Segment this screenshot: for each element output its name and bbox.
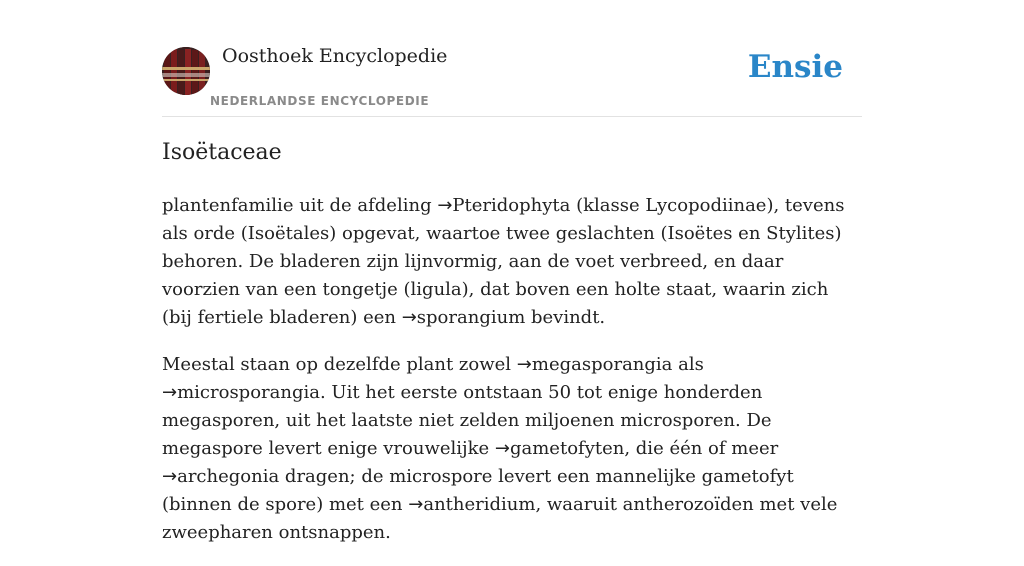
text-span: bevindt. [525, 307, 606, 328]
arrow-icon: → [401, 307, 417, 328]
xref-link-sporangium[interactable] [402, 307, 526, 328]
text-span: Meestal staan op dezelfde plant zowel [162, 354, 517, 375]
xref-label: microsporangia [177, 382, 320, 403]
xref-label: gametofyten [509, 438, 625, 459]
page [162, 0, 862, 543]
entry-content [162, 192, 862, 566]
text-span: plantenfamilie uit de afdeling [162, 195, 438, 216]
xref-label: Pteridophyta [452, 195, 571, 216]
brand-logo-link[interactable]: Ensie [747, 49, 843, 85]
arrow-icon: → [162, 466, 178, 487]
entry-paragraph-1 [162, 192, 862, 332]
arrow-icon: → [437, 195, 453, 216]
xref-label: megasporangia [531, 354, 673, 375]
xref-label: sporangium [416, 307, 526, 328]
text-span: , die één of meer [624, 438, 779, 459]
entry-paragraph-2 [162, 351, 862, 547]
xref-link-archegonia[interactable] [162, 466, 279, 487]
xref-label: antheridium [423, 494, 536, 515]
text-span: , waaruit antherozoïden met vele zweepharen ontsnappen. [162, 494, 838, 543]
xref-link-gametofyten[interactable] [495, 438, 624, 459]
arrow-icon: → [494, 438, 510, 459]
text-span: als [672, 354, 704, 375]
text-span: . Uit het eerste ontstaan 50 tot enige honderden megasporen, uit het laatste niet zelden miljoenen microsporen. De megaspore levert enige vrouwelijke [162, 382, 772, 459]
text-span: (klasse Lycopodiinae), tevens als orde (Isoëtales) opgevat, waartoe twee geslachten (Isoëtes en Stylites) behoren. De bladeren zijn lijnvormig, aan de voet verbreed, en daar voorzien van een tongetje (ligula), dat boven een holte staat, waarin zich (bij fertiele bladeren) een [162, 195, 845, 328]
xref-link-pteridophyta[interactable] [437, 195, 570, 216]
site-subtitle: NEDERLANDSE ENCYCLOPEDIE [210, 94, 430, 108]
arrow-icon: → [162, 382, 178, 403]
site-title-link[interactable]: Oosthoek Encyclopedie [222, 45, 448, 67]
entry-title: Isoëtaceae [162, 140, 282, 165]
site-header [162, 0, 862, 117]
arrow-icon: → [516, 354, 532, 375]
book-spines-icon[interactable] [162, 47, 210, 95]
xref-link-microsporangia[interactable] [162, 382, 320, 403]
arrow-icon: → [408, 494, 424, 515]
xref-label: archegonia [177, 466, 280, 487]
xref-link-megasporangia[interactable] [517, 354, 673, 375]
text-span: dragen; de microspore levert een mannelijke gametofyt (binnen de spore) met een [162, 466, 794, 515]
